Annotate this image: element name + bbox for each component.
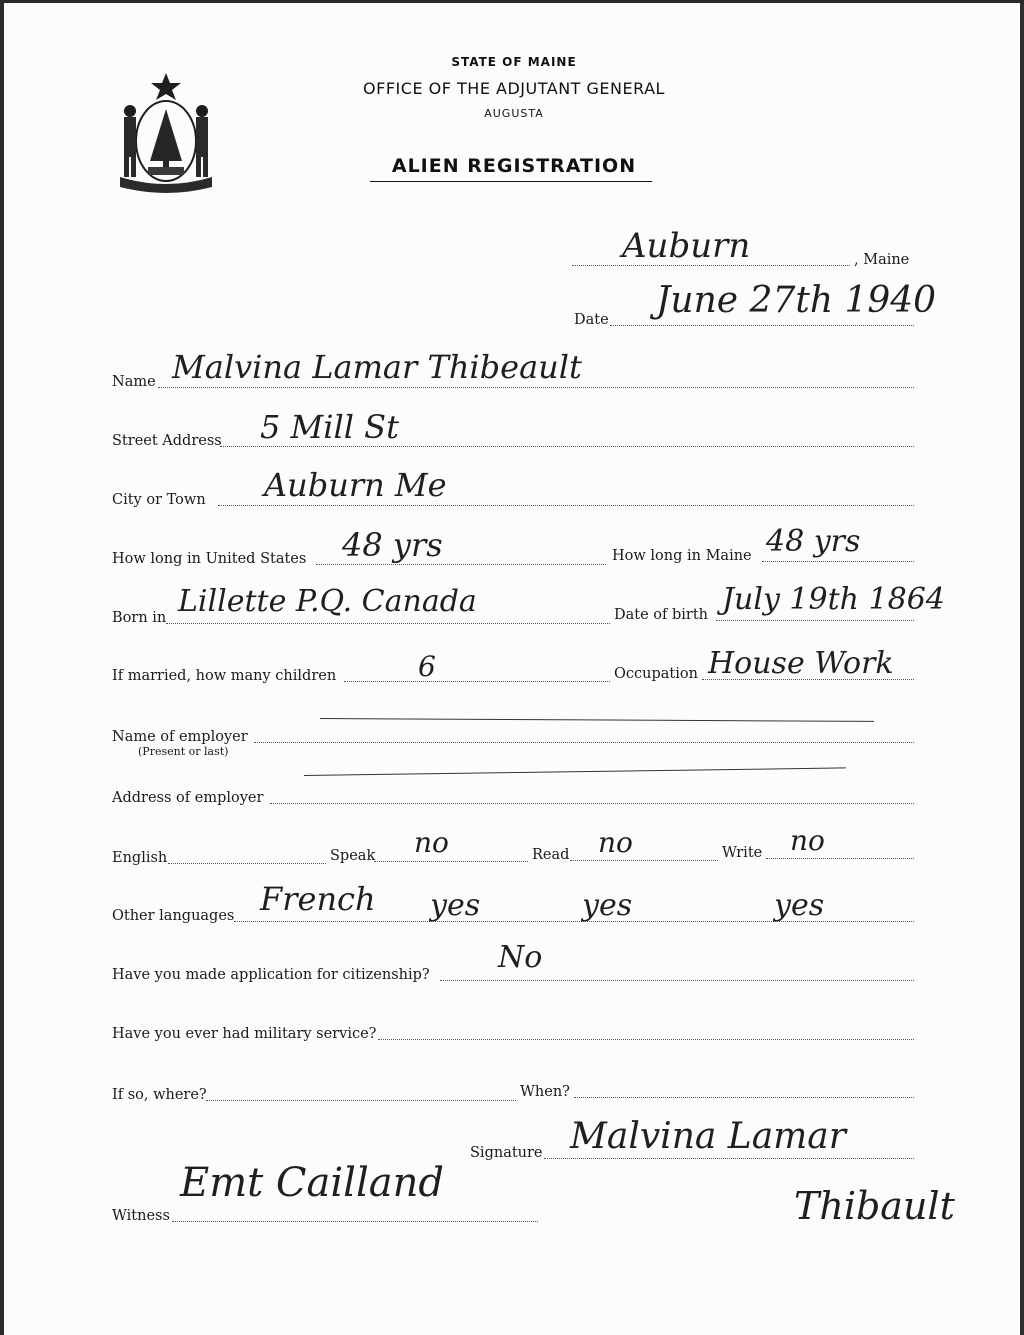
speak-label: Speak — [330, 848, 376, 864]
english-line — [168, 863, 326, 864]
date-label: Date — [574, 312, 609, 328]
speak-entry: no — [414, 826, 449, 859]
read-label: Read — [532, 847, 570, 863]
military-label: Have you ever had military service? — [112, 1026, 377, 1042]
read-line — [570, 860, 718, 861]
occupation-label: Occupation — [614, 666, 698, 682]
us-time-entry: 48 yrs — [342, 526, 443, 564]
signature-entry-line1: Malvina Lamar — [570, 1116, 846, 1157]
lang-write-entry: yes — [774, 888, 825, 923]
dob-line — [716, 620, 914, 621]
street-entry: 5 Mill St — [260, 408, 399, 446]
state-seal-icon — [112, 69, 220, 193]
born-in-label: Born in — [112, 610, 167, 626]
dob-entry: July 19th 1864 — [722, 582, 945, 617]
signature-line — [544, 1158, 914, 1159]
citizenship-label: Have you made application for citizenship? — [112, 967, 430, 983]
children-label: If married, how many children — [112, 668, 337, 684]
city-entry: Auburn Me — [264, 466, 447, 504]
maine-time-line — [762, 561, 914, 562]
maine-time-label: How long in Maine — [612, 548, 752, 564]
us-time-label: How long in United States — [112, 551, 307, 567]
other-languages-entry: French — [260, 880, 376, 918]
witness-label: Witness — [112, 1208, 170, 1224]
write-entry: no — [790, 824, 825, 857]
lang-read-entry: yes — [582, 888, 633, 923]
signature-label: Signature — [470, 1145, 543, 1161]
other-languages-label: Other languages — [112, 908, 235, 924]
lang-speak-entry: yes — [430, 888, 481, 923]
city-line — [218, 505, 914, 506]
when-label: When? — [520, 1084, 570, 1100]
children-entry: 6 — [418, 650, 436, 683]
citizenship-line — [440, 980, 914, 981]
military-line — [378, 1039, 914, 1040]
maine-label: , Maine — [854, 252, 910, 268]
employer-note: (Present or last) — [138, 745, 229, 758]
dob-label: Date of birth — [614, 607, 709, 623]
name-line — [158, 387, 914, 388]
date-line — [610, 325, 914, 326]
witness-entry: Emt Cailland — [180, 1160, 444, 1206]
signature-entry-line2: Thibault — [794, 1184, 955, 1228]
speak-line — [374, 861, 528, 862]
city-heading: AUGUSTA — [484, 107, 544, 120]
street-label: Street Address — [112, 433, 222, 449]
write-label: Write — [722, 845, 763, 861]
employer-dash — [320, 718, 874, 722]
name-entry: Malvina Lamar Thibeault — [172, 348, 582, 386]
location-entry: Auburn — [622, 226, 751, 266]
employer-address-line — [270, 803, 914, 804]
state-heading: STATE OF MAINE — [451, 55, 577, 69]
write-line — [766, 858, 914, 859]
born-in-line — [166, 623, 610, 624]
date-entry: June 27th 1940 — [656, 280, 937, 321]
employer-address-label: Address of employer — [112, 790, 264, 806]
where-label: If so, where? — [112, 1087, 207, 1103]
employer-line — [254, 742, 914, 743]
us-time-line — [316, 564, 606, 565]
read-entry: no — [598, 826, 633, 859]
occupation-entry: House Work — [708, 646, 894, 681]
street-line — [220, 446, 914, 447]
office-heading: OFFICE OF THE ADJUTANT GENERAL — [363, 79, 665, 98]
form-title: ALIEN REGISTRATION — [391, 155, 637, 177]
when-line — [574, 1097, 914, 1098]
where-line — [206, 1100, 516, 1101]
employer-label: Name of employer — [112, 729, 248, 745]
witness-line — [172, 1221, 538, 1222]
title-underline — [370, 181, 652, 182]
maine-time-entry: 48 yrs — [766, 524, 861, 559]
children-line — [344, 681, 610, 682]
name-label: Name — [112, 374, 156, 390]
employer-address-dash — [304, 767, 846, 776]
born-in-entry: Lillette P.Q. Canada — [178, 584, 477, 619]
city-label: City or Town — [112, 492, 206, 508]
english-label: English — [112, 850, 168, 866]
citizenship-entry: No — [498, 940, 543, 975]
